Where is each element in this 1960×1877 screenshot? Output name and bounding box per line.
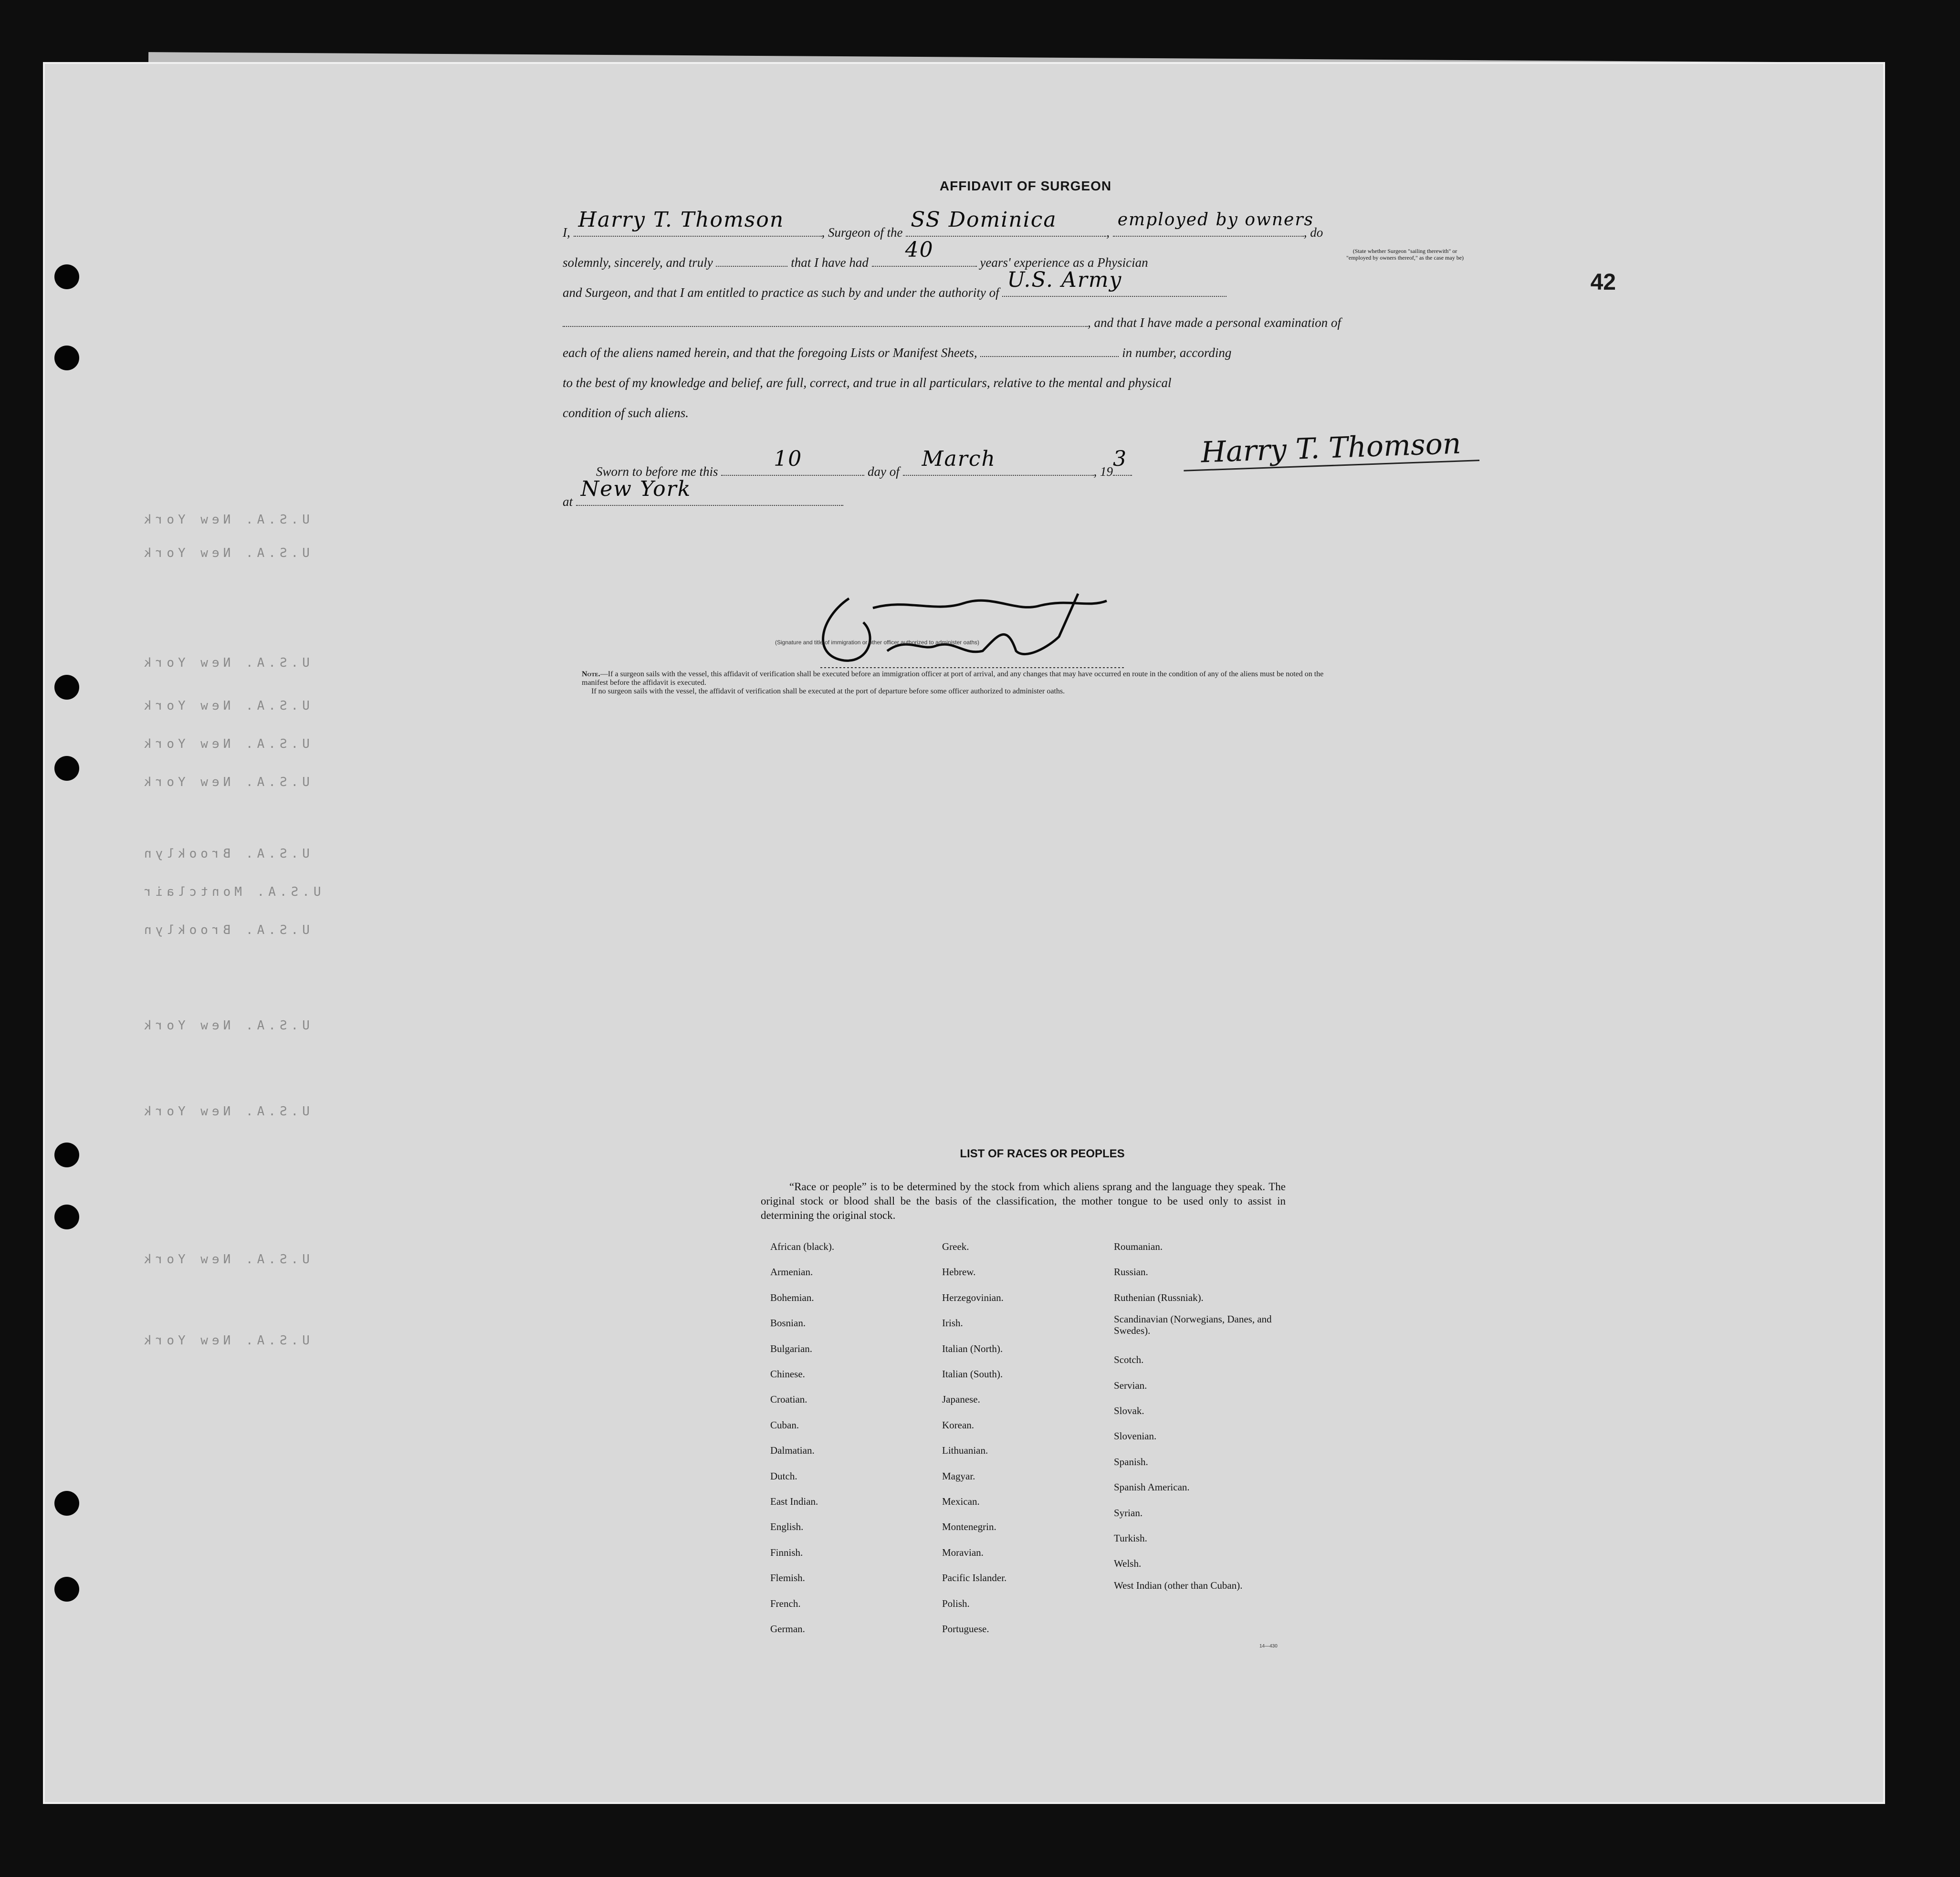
handwritten-vessel-name: SS Dominica [911, 208, 1057, 232]
affidavit-note [582, 670, 1326, 696]
race-item: Scotch. [1114, 1354, 1144, 1366]
race-item: Chinese. [770, 1368, 805, 1380]
text-label: I, [563, 225, 570, 240]
race-item: Ruthenian (Russniak). [1114, 1291, 1204, 1303]
affidavit-title: AFFIDAVIT OF SURGEON [939, 178, 1112, 193]
text-label: , Surgeon of the [821, 225, 903, 240]
years-experience-field [872, 238, 977, 267]
manifest-page [43, 62, 1885, 1804]
text-label: each of the aliens named herein, and that the foregoing Lists or Manifest Sheets, [563, 346, 977, 360]
employment-note: (State whether Surgeon "sailing therewith" or "employed by owners thereof," as the case may be) [1346, 248, 1464, 261]
handwritten-authority: U.S. Army [1007, 268, 1122, 292]
surgeon-name-field [574, 208, 822, 237]
race-item: Turkish. [1114, 1532, 1147, 1544]
race-item: Spanish American. [1114, 1481, 1190, 1493]
bleed-through-text: U.S.A. New York [140, 1018, 310, 1033]
race-item: Lithuanian. [942, 1445, 988, 1457]
bleed-through-text: U.S.A. Brooklyn [140, 847, 310, 861]
form-code: 14—430 [1259, 1644, 1278, 1649]
handwritten-day: 10 [774, 447, 803, 471]
race-item: Spanish. [1114, 1456, 1148, 1468]
race-item: Finnish. [770, 1546, 803, 1558]
race-item: Korean. [942, 1419, 975, 1431]
bleed-through-text: U.S.A. New York [140, 1104, 310, 1119]
bleed-through-text: U.S.A. New York [140, 699, 310, 713]
affidavit-line-5 [563, 338, 1488, 368]
race-item: Cuban. [770, 1419, 799, 1431]
employment-field [1113, 210, 1314, 237]
bleed-through-text: U.S.A. New York [140, 775, 310, 789]
bleed-through-text: U.S.A. New York [140, 737, 310, 751]
affidavit-line-1 [563, 208, 1488, 248]
race-item: French. [770, 1597, 801, 1609]
note-text-1: —If a surgeon sails with the vessel, this affidavit of verification shall be executed before an immigration officer at port of arrival, and any changes that may have occurred en route in the condition of any of the aliens must be noted on the manifest before the affidavit is executed. [582, 670, 1324, 687]
race-item: Greek. [942, 1241, 969, 1252]
race-item: Dalmatian. [770, 1445, 815, 1457]
bleed-through-text: U.S.A. Montclair [140, 885, 321, 899]
sworn-place-line [563, 477, 1488, 517]
sworn-year-field [1113, 447, 1132, 476]
race-item: Mexican. [942, 1496, 980, 1508]
page-number: 42 [1590, 270, 1616, 295]
authority-field [1002, 268, 1226, 297]
affidavit-line-6: to the best of my knowledge and belief, are full, correct, and true in all particulars, relative to the mental and physical [563, 376, 1172, 390]
race-item: Roumanian. [1114, 1241, 1163, 1252]
binder-hole-icon [54, 346, 79, 370]
race-item: Russian. [1114, 1266, 1148, 1278]
text-label: solemnly, sincerely, and truly [563, 255, 713, 270]
affidavit-line-7: condition of such aliens. [563, 406, 689, 420]
handwritten-years: 40 [905, 238, 934, 262]
race-item: West Indian (other than Cuban). [1114, 1579, 1243, 1591]
handwritten-surgeon-name: Harry T. Thomson [578, 208, 785, 232]
race-item: Montenegrin. [942, 1521, 996, 1533]
race-item: Dutch. [770, 1470, 797, 1482]
official-signature-icon [792, 579, 1154, 675]
sworn-day-field [721, 447, 864, 476]
race-item: Armenian. [770, 1266, 813, 1278]
text-label: day of [868, 464, 900, 479]
races-column-1 [761, 1234, 933, 1642]
text-label: Sworn to before me this [596, 464, 718, 479]
text-label: in number, according [1122, 346, 1232, 360]
race-item: Magyar. [942, 1470, 975, 1482]
race-item: Moravian. [942, 1546, 984, 1558]
races-rule-text: “Race or people” is to be determined by the stock from which aliens sprang and the language they speak. The original stock or blood shall be the basis of the classification, the mother tongue to be used only to assist in determining the original stock. [761, 1181, 1286, 1221]
affidavit-line-3 [563, 268, 1488, 308]
race-item: Italian (South). [942, 1368, 1003, 1380]
race-item: Bohemian. [770, 1291, 814, 1303]
binder-hole-icon [54, 264, 79, 289]
affidavit-line-4 [563, 308, 1488, 338]
handwritten-month: March [922, 447, 996, 471]
text-label: , [1106, 225, 1110, 240]
race-item: Servian. [1114, 1379, 1147, 1391]
races-columns [761, 1234, 1286, 1642]
text-label: , do [1303, 225, 1323, 240]
handwritten-employment: employed by owners [1117, 210, 1314, 230]
race-item: Herzegovinian. [942, 1291, 1004, 1303]
race-item: Croatian. [770, 1394, 807, 1405]
race-item: Bulgarian. [770, 1342, 813, 1354]
race-item: East Indian. [770, 1496, 818, 1508]
text-label: years' experience as a Physician [980, 255, 1148, 270]
race-item: Syrian. [1114, 1507, 1143, 1519]
text-label: and Surgeon, and that I am entitled to practice as such by and under the authority of [563, 285, 999, 300]
handwritten-year: 3 [1113, 447, 1127, 471]
bleed-through-text: U.S.A. New York [140, 1333, 310, 1348]
races-column-2 [933, 1234, 1104, 1642]
note-label: Note. [582, 670, 600, 678]
race-item: Flemish. [770, 1572, 805, 1584]
races-title: LIST OF RACES OR PEOPLES [960, 1147, 1125, 1160]
binder-hole-icon [54, 675, 79, 700]
race-item: German. [770, 1623, 805, 1635]
race-item: English. [770, 1521, 804, 1533]
bleed-through-text: U.S.A. Brooklyn [140, 923, 310, 937]
text-label: , 19 [1093, 464, 1113, 479]
vessel-field [906, 208, 1106, 237]
race-item: Hebrew. [942, 1266, 976, 1278]
race-item: African (black). [770, 1241, 835, 1252]
bleed-through-text: U.S.A. New York [140, 546, 310, 560]
race-item: Pacific Islander. [942, 1572, 1007, 1584]
binder-hole-icon [54, 1205, 79, 1229]
binder-hole-icon [54, 1491, 79, 1516]
affidavit-of-surgeon [563, 178, 1488, 517]
bleed-through-text: U.S.A. New York [140, 656, 310, 670]
text-label: at [563, 494, 573, 509]
race-item: Bosnian. [770, 1317, 806, 1329]
surgeon-signature: Harry T. Thomson [1183, 426, 1479, 472]
race-item: Slovenian. [1114, 1430, 1157, 1442]
race-item: Polish. [942, 1597, 970, 1609]
race-item: Japanese. [942, 1394, 980, 1405]
handwritten-place: New York [580, 477, 692, 501]
race-item: Portuguese. [942, 1623, 989, 1635]
bleed-through-text: U.S.A. New York [140, 1252, 310, 1267]
race-item: Welsh. [1114, 1558, 1142, 1570]
binder-hole-icon [54, 1577, 79, 1602]
races-column-3 [1104, 1234, 1276, 1642]
sworn-place-field [576, 477, 843, 506]
affirmation-field [716, 252, 787, 267]
sheets-count-field [980, 342, 1119, 357]
text-label: that I have had [791, 255, 869, 270]
race-item: Irish. [942, 1317, 963, 1329]
binder-hole-icon [54, 1143, 79, 1167]
bleed-through-text: U.S.A. New York [140, 513, 310, 527]
list-of-races [761, 1147, 1286, 1642]
note-text-2: If no surgeon sails with the vessel, the affidavit of verification shall be executed at the port of departure before some officer authorized to administer oaths. [591, 687, 1065, 695]
sworn-month-field [903, 447, 1094, 476]
blank-line [563, 312, 1088, 327]
text-label: , and that I have made a personal examination of [1088, 315, 1341, 330]
race-item: Scandinavian (Norwegians, Danes, and Swedes). [1114, 1313, 1272, 1337]
official-signature-caption: (Signature and title of immigration or other officer authorized to administer oaths) [775, 639, 979, 646]
race-item: Italian (North). [942, 1342, 1003, 1354]
binder-hole-icon [54, 756, 79, 781]
race-item: Slovak. [1114, 1405, 1144, 1417]
